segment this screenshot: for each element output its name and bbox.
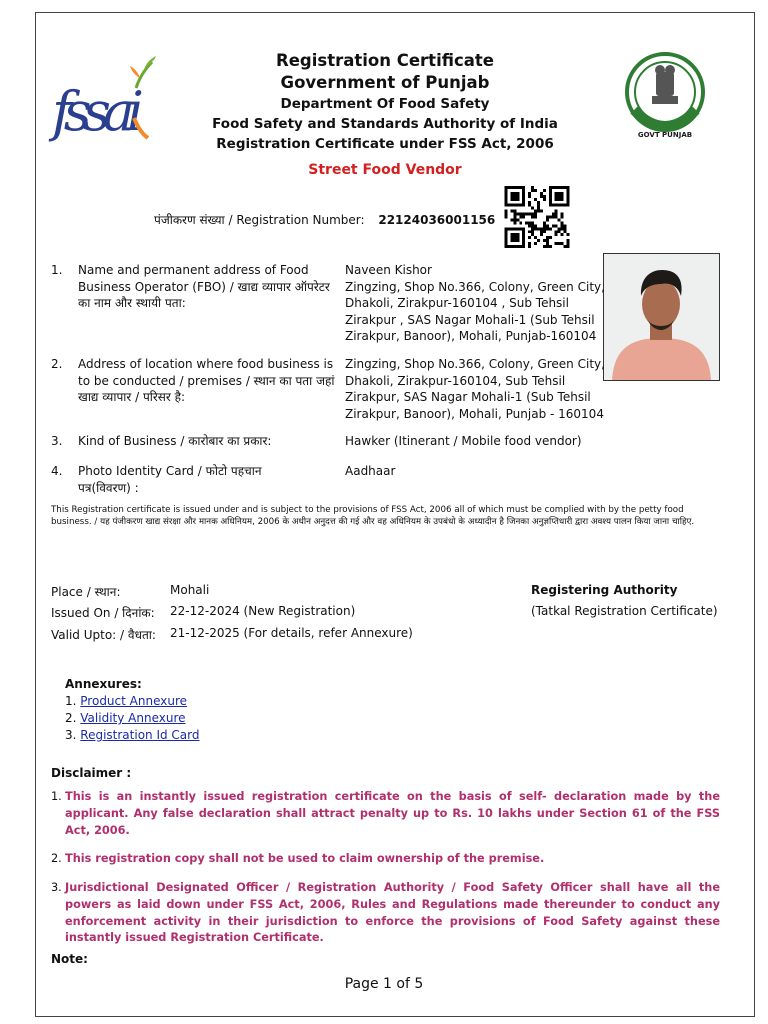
disclaimer-title: Disclaimer : [51,766,132,780]
authority-name: Food Safety and Standards Authority of India [212,116,558,132]
fssai-logo [48,48,158,148]
punjab-emblem [620,50,710,142]
detail-value: Zingzing, Shop No.366, Colony, Green City, Dhakoli, Zirakpur-160104, Sub Tehsil Zirakpur, SAS Nagar Mohali-1 (Sub Tehsil Zirakpur, Banoor), Mohali, Punjab - 160104 [345,357,605,421]
valid-value: 21-12-2025 (For details, refer Annexure) [170,626,413,640]
detail-value: Hawker (Itinerant / Mobile food vendor) [345,434,582,448]
certificate-title: Registration Certificate [276,51,494,70]
annexure-item: 2. Validity Annexure [65,711,186,725]
svg-text:fssai: fssai [52,80,144,143]
act-title: Registration Certificate under FSS Act, 2006 [216,136,554,152]
registration-number-label: पंजीकरण संख्या / Registration Number: [154,213,365,227]
disclaimer-item: 1. This is an instantly issued registration certificate on the basis of self- declaration made by the applicant. Any false declaration shall attract penalty up to Rs. 10 lakhs under Section 61 of the FSS Act, 2006. [51,790,720,837]
annexures [65,676,200,744]
page-number: Page 1 of 5 [344,976,424,992]
government-name: Government of Punjab [280,73,490,92]
vendor-category: Street Food Vendor [308,162,462,178]
detail-label: Kind of Business / कारोबार का प्रकार: [78,434,272,448]
detail-value: Aadhaar [345,464,396,478]
svg-text:GOVT PUNJAB: GOVT PUNJAB [637,131,693,139]
registration-number-line [154,211,495,228]
annexures-title: Annexures: [65,677,142,691]
detail-label: Name and permanent address of Food Business Operator (FBO) / खाद्य व्यापार ऑपरेटर का नाम और स्थायी पता: [78,263,330,310]
detail-label: Photo Identity Card / फोटो पहचान पत्र(विवरण) : [78,464,262,495]
annexure-item: 1. Product Annexure [65,694,188,708]
place-value: Mohali [170,583,210,597]
annexure-item: 3. Registration Id Card [65,728,200,742]
validity-annexure-link[interactable]: Validity Annexure [80,711,186,725]
product-annexure-link[interactable]: Product Annexure [80,694,188,708]
qr-code [504,186,570,248]
disclaimer-item: 2. This registration copy shall not be used to claim ownership of the premise. [51,852,545,865]
fbo-photo [603,253,720,381]
registration-id-card-link[interactable]: Registration Id Card [80,728,200,742]
legal-notice: This Registration certificate is issued under and is subject to the provisions of FSS Act, 2006 all of which must be complied with by the petty food business. / यह पंजीकरण खाद्य संरक्षा और मानक अधिनियम, 2006 के अधीन अनुदत्त की गई और वह अधिनियम के उपबंधो के अध्यादीन है जिनका अनुज्ञप्तिधारी द्वारा अवश्य पालन किया जाना चाहिए. [51,505,695,527]
issued-value: 22-12-2024 (New Registration) [170,604,356,618]
department-name: Department Of Food Safety [280,96,490,112]
certificate-header [160,50,610,178]
registration-number-value: 22124036001156 [378,213,496,227]
note-label: Note: [51,952,88,966]
registering-authority-subtitle: (Tatkal Registration Certificate) [531,604,718,618]
registering-authority-title: Registering Authority [531,583,678,597]
detail-label: Address of location where food business is to be conducted / premises / स्थान का पता जहां खाद्य व्यापार / परिसर है: [78,357,335,404]
disclaimer-item: 3. Jurisdictional Designated Officer / Registration Authority / Food Safety Officer shall have all the powers as laid down under FSS Act, 2006, Rules and Regulations made thereunder to conduct any enforcement activity in their jurisdiction to enforce the provisions of Food Safety against these instantly issued Registration Certificate. [51,881,720,945]
detail-value: Naveen Kishor Zingzing, Shop No.366, Colony, Green City, Dhakoli, Zirakpur-160104 , Sub Tehsil Zirakpur , SAS Nagar Mohali-1 (Sub Tehsil Zirakpur, Banoor), Mohali, Punjab-160104 [345,263,605,343]
